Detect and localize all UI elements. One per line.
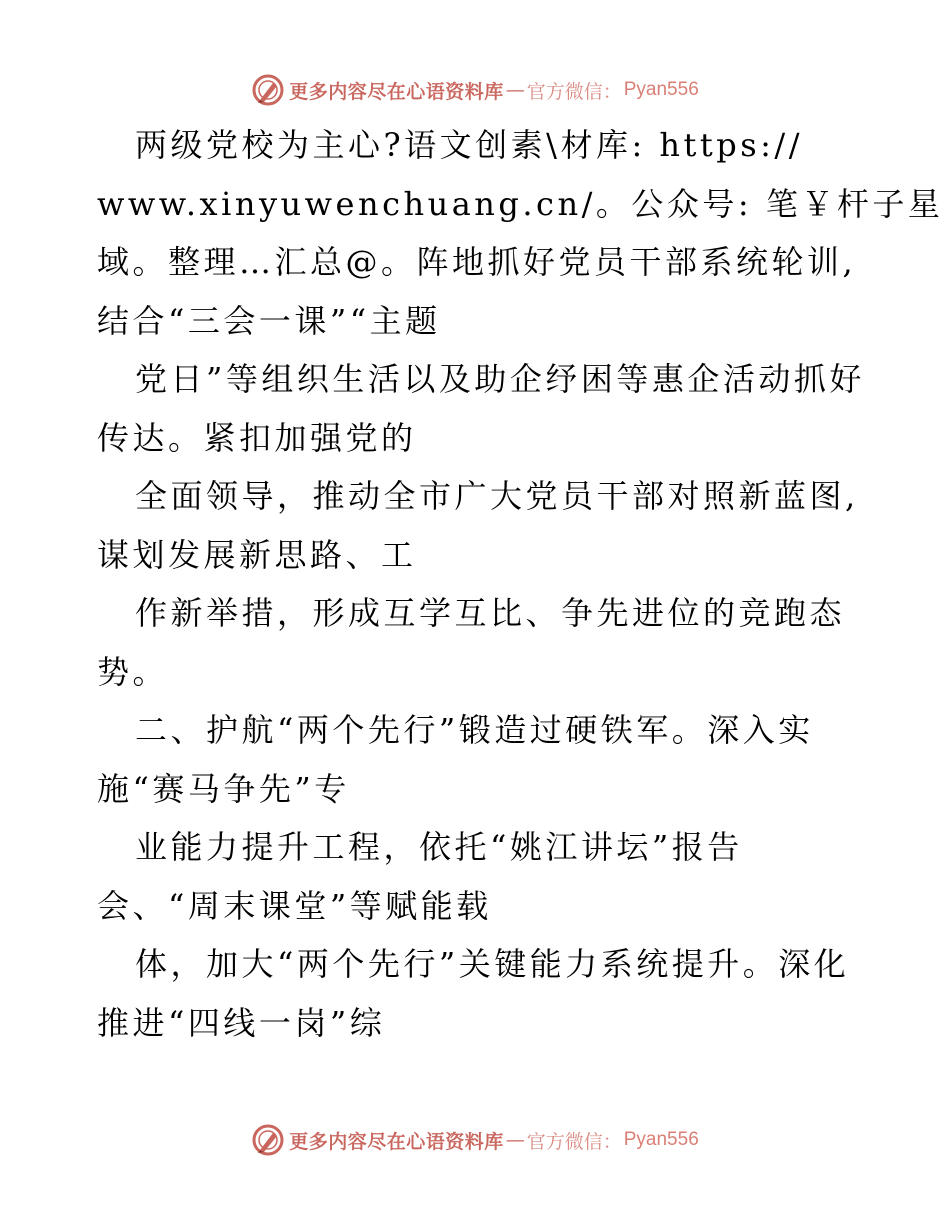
- banner-separator: —: [505, 1129, 525, 1151]
- body-line: 党日”等组织生活以及助企纾困等惠企活动抓好: [135, 360, 865, 398]
- pen-logo-icon: [251, 73, 285, 107]
- body-line: 推进“四线一岗”综: [97, 1004, 386, 1042]
- pen-logo-icon: [251, 1123, 285, 1157]
- header-banner: [0, 70, 950, 110]
- body-line: 谋划发展新思路、工: [97, 536, 417, 574]
- body-line: www.xinyuwenchuang.cn/。公众号: 笔￥杆子星: [97, 185, 944, 223]
- body-line: 域。整理…汇总@。阵地抓好党员干部系统轮训,: [97, 243, 857, 281]
- body-line: 二、护航“两个先行”锻造过硬铁军。深入实: [135, 711, 814, 749]
- body-line: 施“赛马争先”专: [97, 770, 350, 808]
- banner-official-label: 官方微信：: [526, 1130, 622, 1153]
- body-line: 业能力提升工程，依托“姚江讲坛”报告: [135, 828, 743, 866]
- body-line: 体，加大“两个先行”关键能力系统提升。深化: [135, 945, 850, 983]
- banner-separator: —: [505, 79, 525, 101]
- banner-text: 更多内容尽在心语资料库: [289, 80, 504, 103]
- body-line: 结合“三会一课”“主题: [97, 302, 441, 340]
- body-line: 两级党校为主心?语文创素\材库: https://: [135, 126, 803, 164]
- body-line: 传达。紧扣加强党的: [97, 419, 417, 457]
- banner-official-label: 官方微信：: [526, 80, 622, 103]
- banner-wechat-id: Pyan556: [623, 79, 699, 100]
- banner-text: 更多内容尽在心语资料库: [289, 1130, 504, 1153]
- body-line: 全面领导，推动全市广大党员干部对照新蓝图,: [135, 477, 859, 515]
- banner-wechat-id: Pyan556: [623, 1129, 699, 1150]
- body-line: 作新举措，形成互学互比、争先进位的竞跑态: [135, 594, 846, 632]
- body-line: 会、“周末课堂”等赋能载: [97, 887, 492, 925]
- footer-banner: [0, 1120, 950, 1160]
- body-line: 势。: [97, 653, 169, 691]
